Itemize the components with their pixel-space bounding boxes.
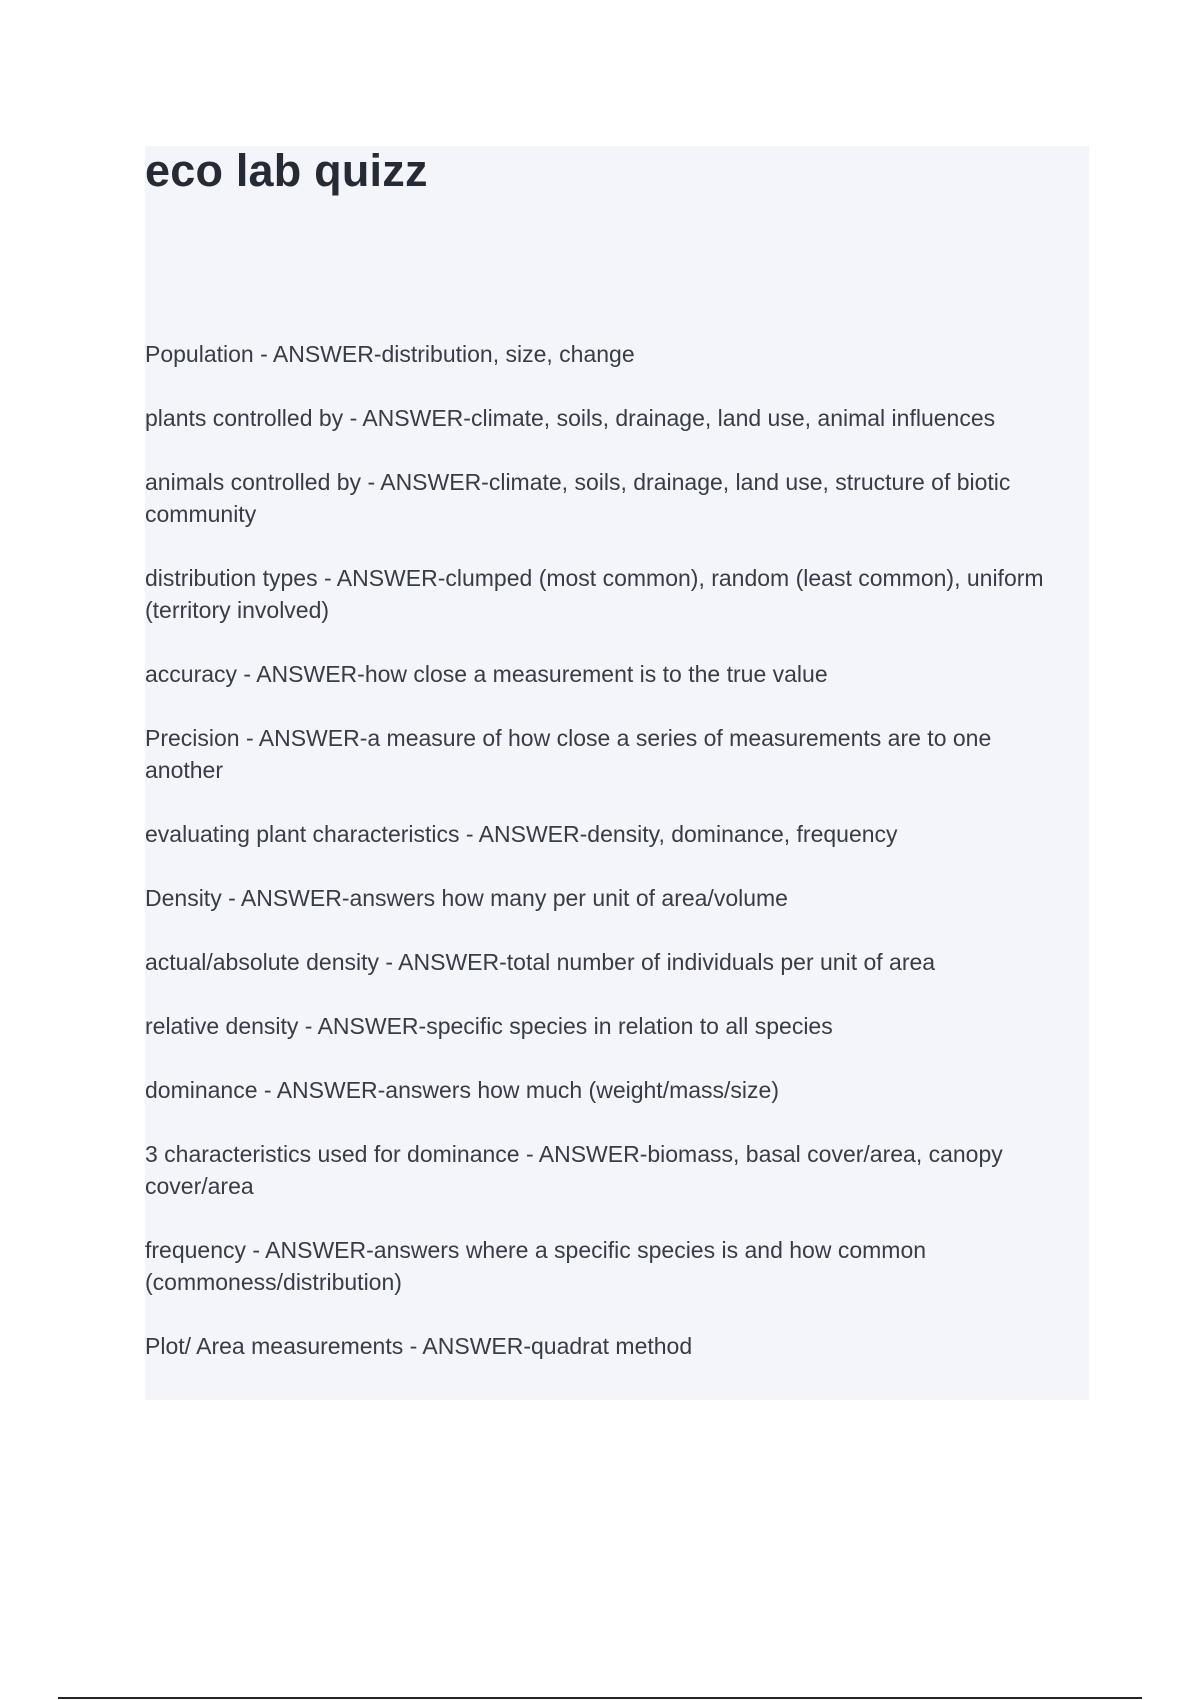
qa-entry: evaluating plant characteristics - ANSWER-density, dominance, frequency — [145, 821, 898, 847]
qa-entry: accuracy - ANSWER-how close a measurement is to the true value — [145, 661, 828, 687]
qa-entry: actual/absolute density - ANSWER-total number of individuals per unit of area — [145, 949, 936, 975]
qa-entry: frequency - ANSWER-answers where a specific species is and how common (commoness/distribution) — [145, 1237, 927, 1295]
qa-entry: Population - ANSWER-distribution, size, change — [145, 341, 635, 367]
qa-entry: Density - ANSWER-answers how many per unit of area/volume — [145, 885, 788, 911]
qa-entry: distribution types - ANSWER-clumped (most common), random (least common), uniform (territory involved) — [145, 565, 1044, 623]
qa-entry: animals controlled by - ANSWER-climate, soils, drainage, land use, structure of biotic community — [145, 469, 1011, 527]
qa-entry: dominance - ANSWER-answers how much (weight/mass/size) — [145, 1077, 779, 1103]
qa-list — [145, 338, 1075, 1394]
page-footer-divider — [58, 1697, 1142, 1699]
qa-entry: Precision - ANSWER-a measure of how close a series of measurements are to one another — [145, 725, 992, 783]
qa-entry: plants controlled by - ANSWER-climate, soils, drainage, land use, animal influences — [145, 405, 996, 431]
qa-entry: 3 characteristics used for dominance - ANSWER-biomass, basal cover/area, canopy cover/area — [145, 1141, 1003, 1199]
qa-entry: Plot/ Area measurements - ANSWER-quadrat method — [145, 1333, 693, 1359]
document-title: eco lab quizz — [145, 145, 428, 196]
qa-entry: relative density - ANSWER-specific species in relation to all species — [145, 1013, 833, 1039]
